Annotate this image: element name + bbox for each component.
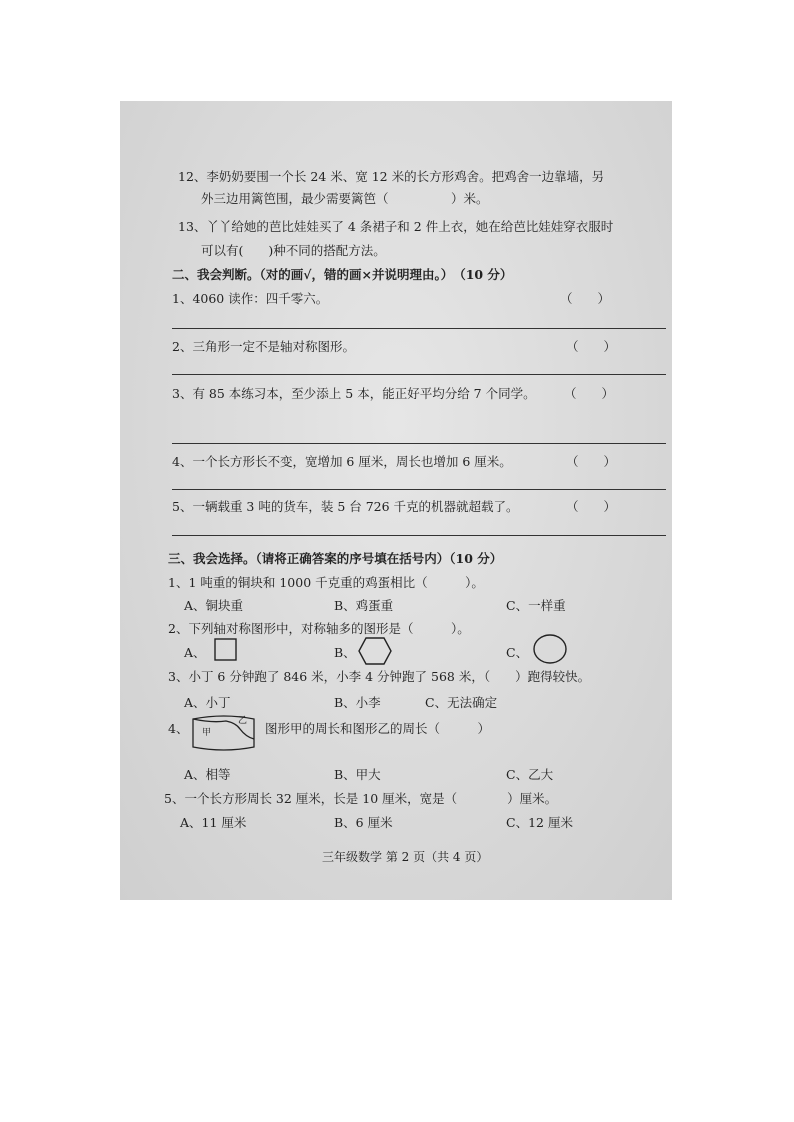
- exam-page: [120, 101, 672, 900]
- answer-line-3[interactable]: [172, 443, 666, 444]
- judge-paren-4[interactable]: （ ）: [566, 454, 617, 469]
- judge-item-4: 4、一个长方形长不变，宽增加 6 厘米，周长也增加 6 厘米。: [172, 454, 512, 469]
- cylinder-figure-icon: [190, 713, 258, 753]
- q13-line1: 13、丫丫给她的芭比娃娃买了 4 条裙子和 2 件上衣，她在给芭比娃娃穿衣服时: [178, 219, 614, 234]
- choice-q2-c[interactable]: C、: [506, 645, 529, 660]
- judge-item-3: 3、有 85 本练习本，至少添上 5 本，能正好平均分给 7 个同学。: [172, 386, 536, 401]
- figure-label-jia: 甲: [202, 728, 212, 738]
- square-shape-icon: [213, 637, 239, 663]
- choice-q4-c[interactable]: C、乙大: [506, 767, 554, 782]
- choice-q3-a[interactable]: A、小丁: [184, 695, 231, 710]
- judge-item-1: 1、4060 读作：四千零六。: [172, 291, 329, 306]
- choice-q1-a[interactable]: A、铜块重: [184, 598, 244, 613]
- choice-q4-num: 4、: [168, 721, 189, 736]
- choice-q1-b[interactable]: B、鸡蛋重: [334, 598, 394, 613]
- choice-q2-b[interactable]: B、: [334, 645, 356, 660]
- choice-q5-a[interactable]: A、11 厘米: [180, 815, 247, 830]
- answer-line-5[interactable]: [172, 535, 666, 536]
- page-footer: 三年级数学 第 2 页（共 4 页）: [322, 850, 489, 864]
- judge-paren-2[interactable]: （ ）: [566, 339, 617, 354]
- q12-line2: 外三边用篱笆围，最少需要篱笆（ ）米。: [201, 191, 489, 206]
- judge-item-2: 2、三角形一定不是轴对称图形。: [172, 339, 355, 354]
- figure-label-yi: 乙: [238, 716, 248, 726]
- choice-q2-stem: 2、下列轴对称图形中，对称轴多的图形是（ ）。: [168, 621, 470, 636]
- q12-line1: 12、李奶奶要围一个长 24 米、宽 12 米的长方形鸡舍。把鸡舍一边靠墙，另: [178, 169, 605, 184]
- answer-line-1[interactable]: [172, 328, 666, 329]
- choice-q1-c[interactable]: C、一样重: [506, 598, 566, 613]
- choice-q4-stem: 图形甲的周长和图形乙的周长（ ）: [265, 721, 491, 736]
- judge-paren-5[interactable]: （ ）: [566, 499, 617, 514]
- choice-q5-b[interactable]: B、6 厘米: [334, 815, 393, 830]
- judge-paren-3[interactable]: （ ）: [564, 386, 615, 401]
- answer-line-2[interactable]: [172, 374, 666, 375]
- judge-item-5: 5、一辆载重 3 吨的货车，装 5 台 726 千克的机器就超载了。: [172, 499, 519, 514]
- judge-heading: 二、我会判断。（对的画√，错的画×并说明理由。） （10 分）: [172, 267, 513, 282]
- circle-shape-icon: [530, 633, 570, 665]
- choice-q5-c[interactable]: C、12 厘米: [506, 815, 573, 830]
- choice-q3-stem: 3、小丁 6 分钟跑了 846 米，小李 4 分钟跑了 568 米，（ ）跑得较快。: [168, 669, 591, 684]
- judge-paren-1[interactable]: （ ）: [560, 291, 611, 306]
- choice-q1-stem: 1、1 吨重的铜块和 1000 千克重的鸡蛋相比（ ）。: [168, 575, 484, 590]
- answer-line-4[interactable]: [172, 489, 666, 490]
- choice-q5-stem: 5、一个长方形周长 32 厘米，长是 10 厘米，宽是（ ）厘米。: [164, 791, 558, 806]
- choice-q3-b[interactable]: B、小李: [334, 695, 381, 710]
- q13-line2: 可以有( )种不同的搭配方法。: [201, 243, 386, 258]
- hexagon-shape-icon: [357, 636, 393, 666]
- choice-q4-b[interactable]: B、甲大: [334, 767, 381, 782]
- choice-heading: 三、我会选择。（请将正确答案的序号填在括号内）（10 分）: [168, 551, 503, 566]
- choice-q4-a[interactable]: A、相等: [184, 767, 231, 782]
- choice-q3-c[interactable]: C、无法确定: [425, 695, 498, 710]
- choice-q2-a[interactable]: A、: [184, 645, 206, 660]
